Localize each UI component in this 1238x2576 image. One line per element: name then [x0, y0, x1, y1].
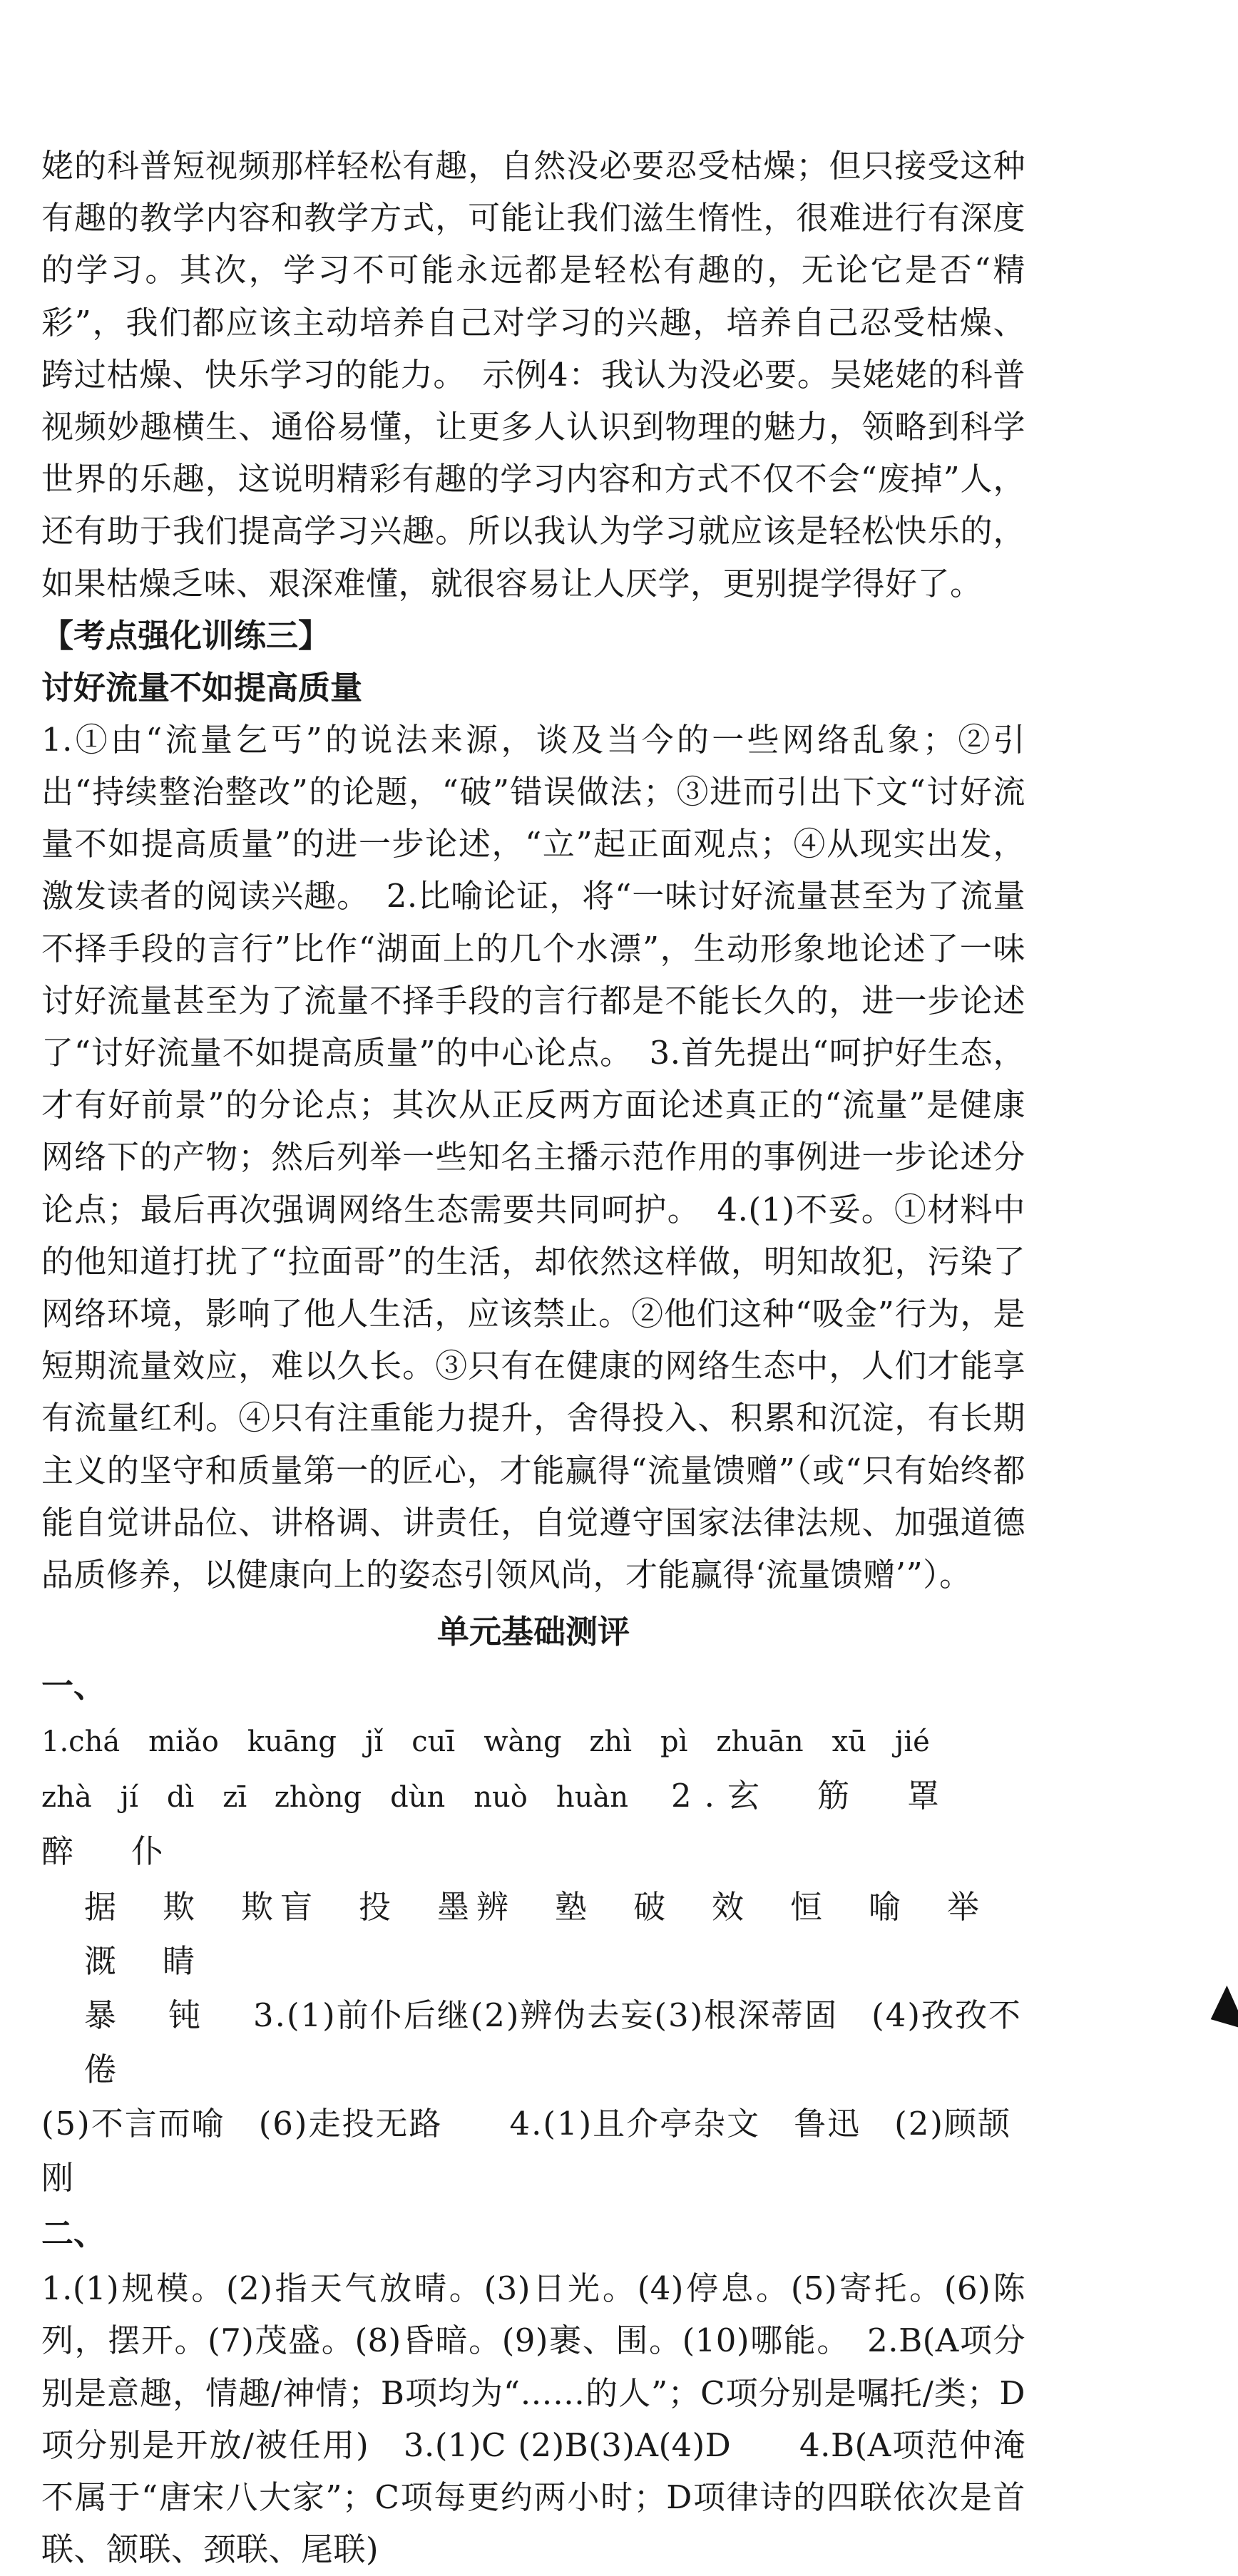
q3-answers-a: 3.(1)前仆后继(2)辨伪去妄(3)根深蒂固 (4)孜孜不倦	[84, 1996, 1022, 2089]
q2-characters-line: 据 欺 欺盲 投 墨辨 塾 破 效 恒 喻 举 溉 睛	[84, 1888, 1026, 1981]
section-heading-training: 【考点强化训练三】	[41, 616, 331, 655]
part-two-label: 二、	[41, 2215, 106, 2253]
part-two-answers: 1.(1)规模。(2)指天气放晴。(3)日光。(4)停息。(5)寄托。(6)陈列，摆开。(7)茂盛。(8)昏暗。(9)裹、围。(10)哪能。 2.B(A项分别是意趣，情趣/神情；B项均为“……的人”；C项分别是嘱托/类；D项分别是开放/被任用) 3.(1)C (2)B(3)A(4)D 4.B(A项范仲淹不属于“唐宋八大家”；C项每更约两小时；D项律诗的四联依次是首联、颔联、颈联、尾联)	[41, 2269, 1025, 2569]
answer-page	[41, 140, 1025, 2576]
answer-paragraph-traffic: 1.①由“流量乞丐”的说法来源，谈及当今的一些网络乱象；②引出“持续整治整改”的论题，“破”错误做法；③进而引出下文“讨好流量不如提高质量”的进一步论述，“立”起正面观点；④从现实出发，激发读者的阅读兴趣。 2.比喻论证，将“一味讨好流量甚至为了流量不择手段的言行”比作“湖面上的几个水漂”，生动形象地论述了一味讨好流量甚至为了流量不择手段的言行都是不能长久的，进一步论述了“讨好流量不如提高质量”的中心论点。 3.首先提出“呵护好生态，才有好前景”的分论点；其次从正反两方面论述真正的“流量”是健康网络下的产物；然后列举一些知名主播示范作用的事例进一步论述分论点；最后再次强调网络生态需要共同呵护。 4.(1)不妥。①材料中的他知道打扰了“拉面哥”的生活，却依然这样做，明知故犯，污染了网络环境，影响了他人生活，应该禁止。②他们这种“吸金”行为，是短期流量效应，难以久长。③只有在健康的网络生态中，人们才能享有流量红利。④只有注重能力提升，舍得投入、积累和沉淀，有长期主义的坚守和质量第一的匠心，才能赢得“流量馈赠”（或“只有始终都能自觉讲品位、讲格调、讲责任，自觉遵守国家法律法规、加强道德品质修养，以健康向上的姿态引领风尚，才能赢得‘流量馈赠’”）。	[41, 720, 1025, 1594]
part-one-label: 一、	[41, 1667, 106, 1705]
q2-characters-end: 暴 钝	[84, 1996, 211, 2035]
pinyin-line-2-row	[41, 1769, 1025, 1880]
pinyin-line-1: 1.chá miǎo kuāng jǐ cuī wàng zhì pì zhuān xū jié	[41, 1725, 930, 1759]
q3-q4-answers: (5)不言而喻 (6)走投无路 4.(1)且介亭杂文 鲁迅 (2)顾颉刚	[41, 2105, 1011, 2197]
unit-test-title: 单元基础测评	[436, 1613, 630, 1651]
article-title: 讨好流量不如提高质量	[41, 668, 363, 707]
q2-characters-start: 2.玄 筋 罩 醉 仆	[41, 1777, 997, 1871]
edge-scan-mark	[1201, 1986, 1238, 2041]
pinyin-line-2: zhà jí dì zī zhòng dùn nuò huàn	[41, 1781, 629, 1815]
q2-q3-row	[41, 1989, 1025, 2097]
answer-paragraph-continued: 姥的科普短视频那样轻松有趣，自然没必要忍受枯燥；但只接受这种有趣的教学内容和教学方式，可能让我们滋生惰性，很难进行有深度的学习。其次，学习不可能永远都是轻松有趣的，无论它是否“精彩”，我们都应该主动培养自己对学习的兴趣，培养自己忍受枯燥、跨过枯燥、快乐学习的能力。 示例4：我认为没必要。吴姥姥的科普视频妙趣横生、通俗易懂，让更多人认识到物理的魅力，领略到科学世界的乐趣，这说明精彩有趣的学习内容和方式不仅不会“废掉”人，还有助于我们提高学习兴趣。所以我认为学习就应该是轻松快乐的，如果枯燥乏味、艰深难懂，就很容易让人厌学，更别提学得好了。	[41, 147, 1025, 602]
